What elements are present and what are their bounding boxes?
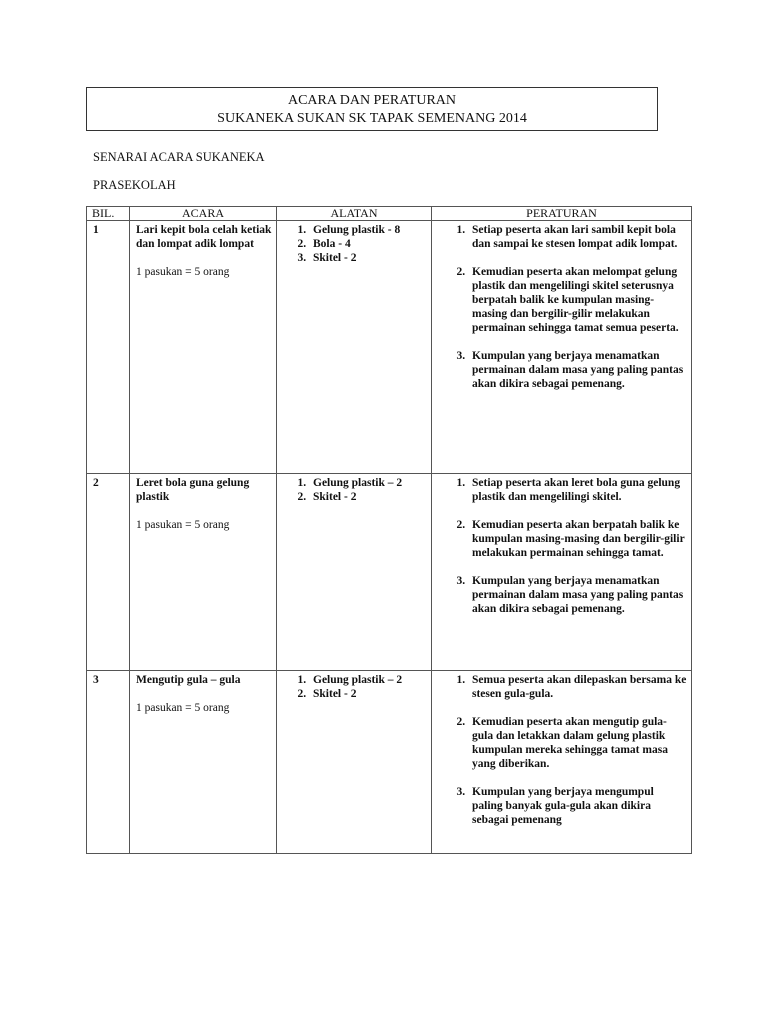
team-size: 1 pasukan = 5 orang (136, 702, 230, 714)
rule-item: 2. Kemudian peserta akan berpatah balik ke kumpulan masing-masing dan bergilir-gilir melakukan permainan sehingga tamat. (468, 518, 687, 560)
acara-name: Lari kepit bola celah ketiak dan lompat adik lompat (136, 224, 272, 250)
acara-name: Mengutip gula – gula (136, 674, 241, 686)
equipment-item: 2. Bola - 4 (309, 237, 427, 251)
rule-item: 3. Kumpulan yang berjaya mengumpul paling banyak gula-gula akan dikira sebagai pemenang (468, 785, 687, 827)
table-row (87, 474, 692, 671)
rules-list (438, 673, 687, 827)
rules-list (438, 476, 687, 616)
rule-item: 3. Kumpulan yang berjaya menamatkan permainan dalam masa yang paling pantas akan dikira sebagai pemenang. (468, 349, 687, 391)
equipment-list (283, 476, 427, 504)
rule-item: 3. Kumpulan yang berjaya menamatkan permainan dalam masa yang paling pantas akan dikira sebagai pemenang. (468, 574, 687, 616)
section-heading-prasekolah: PRASEKOLAH (93, 178, 176, 192)
equipment-item: 1. Gelung plastik - 8 (309, 223, 427, 237)
table-header-row (87, 207, 692, 221)
equipment-item: 1. Gelung plastik – 2 (309, 673, 427, 687)
row-acara-cell (130, 671, 277, 854)
rule-item: 1. Setiap peserta akan leret bola guna gelung plastik dan mengelilingi skitel. (468, 476, 687, 504)
table-row (87, 671, 692, 854)
row-alatan-cell (277, 474, 432, 671)
title-line-1: ACARA DAN PERATURAN (287, 93, 457, 108)
acara-name: Leret bola guna gelung plastik (136, 477, 250, 503)
row-acara-cell (130, 474, 277, 671)
rule-item: 1. Setiap peserta akan lari sambil kepit bola dan sampai ke stesen lompat adik lompat. (468, 223, 687, 251)
rules-list (438, 223, 687, 391)
row-peraturan-cell (432, 474, 692, 671)
equipment-item: 2. Skitel - 2 (309, 490, 427, 504)
equipment-item: 1. Gelung plastik – 2 (309, 476, 427, 490)
equipment-item: 3. Skitel - 2 (309, 251, 427, 265)
row-peraturan-cell (432, 221, 692, 474)
rule-item: 2. Kemudian peserta akan melompat gelung plastik dan mengelilingi skitel seterusnya berpatah balik ke kumpulan masing-masing dan bergilir-gilir melakukan permainan sehingga tamat semua peserta. (468, 265, 687, 335)
header-peraturan: PERATURAN (432, 207, 692, 221)
header-acara: ACARA (130, 207, 277, 221)
row-alatan-cell (277, 221, 432, 474)
row-bil: 3 (87, 671, 130, 854)
equipment-list (283, 223, 427, 265)
title-line-2: SUKANEKA SUKAN SK TAPAK SEMENANG 2014 (217, 111, 527, 126)
equipment-item: 2. Skitel - 2 (309, 687, 427, 701)
header-bil: BIL. (87, 207, 130, 221)
equipment-list (283, 673, 427, 701)
row-bil: 2 (87, 474, 130, 671)
table-row (87, 221, 692, 474)
row-alatan-cell (277, 671, 432, 854)
row-acara-cell (130, 221, 277, 474)
document-title-box (86, 87, 658, 131)
rule-item: 2. Kemudian peserta akan mengutip gula- gula dan letakkan dalam gelung plastik kumpulan mereka sehingga tamat masa yang diberikan. (468, 715, 687, 771)
team-size: 1 pasukan = 5 orang (136, 519, 230, 531)
section-heading-senarai: SENARAI ACARA SUKANEKA (93, 150, 265, 164)
team-size: 1 pasukan = 5 orang (136, 266, 230, 278)
row-bil: 1 (87, 221, 130, 474)
rule-item: 1. Semua peserta akan dilepaskan bersama ke stesen gula-gula. (468, 673, 687, 701)
events-table (86, 206, 692, 854)
header-alatan: ALATAN (277, 207, 432, 221)
row-peraturan-cell (432, 671, 692, 854)
